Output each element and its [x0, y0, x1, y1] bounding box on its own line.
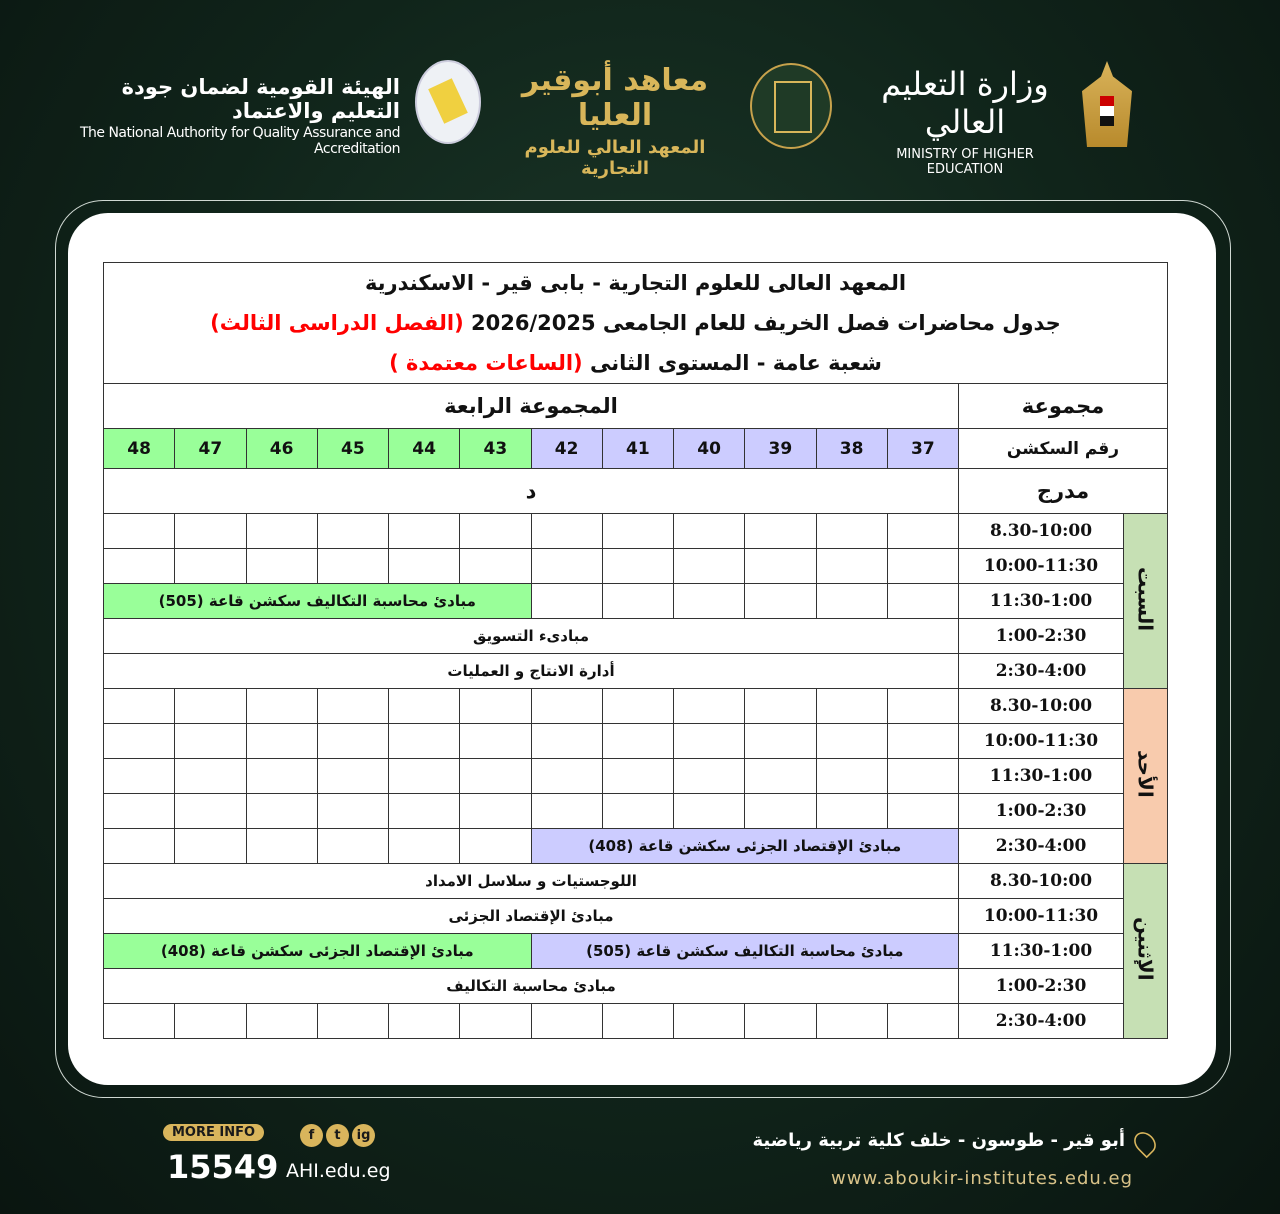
- empty-cell: [674, 794, 745, 829]
- empty-cell: [389, 759, 460, 794]
- empty-cell: [175, 549, 246, 584]
- empty-cell: [887, 514, 958, 549]
- time-slot-row: [104, 759, 1168, 794]
- section-row: [104, 429, 1168, 469]
- time-slot-row: [104, 724, 1168, 759]
- location-pin-icon: [1130, 1128, 1161, 1159]
- ministry-name-en: MINISTRY OF HIGHER EDUCATION: [896, 147, 1034, 177]
- empty-cell: [389, 724, 460, 759]
- empty-cell: [175, 514, 246, 549]
- course-cell: مبادئ محاسبة التكاليف: [104, 969, 959, 1004]
- empty-cell: [317, 794, 388, 829]
- course-cell: اللوجستيات و سلاسل الامداد: [104, 864, 959, 899]
- nqaae-name-ar: الهيئة القومية لضمان جودة التعليم والاعتماد: [121, 75, 400, 123]
- empty-cell: [246, 724, 317, 759]
- empty-cell: [460, 759, 531, 794]
- empty-cell: [816, 584, 887, 619]
- time-slot: 2:30-4:00: [959, 829, 1124, 864]
- empty-cell: [602, 1004, 673, 1039]
- schedule-title: [104, 263, 1168, 384]
- ministry-name-ar: وزارة التعليم العالي: [881, 65, 1049, 141]
- empty-cell: [531, 759, 602, 794]
- course-cell: مبادئ محاسبة التكاليف سكشن قاعة (505): [531, 934, 959, 969]
- section-number: 43: [460, 429, 531, 469]
- course-cell: أدارة الانتاج و العمليات: [104, 654, 959, 689]
- ministry-logo: [860, 65, 1070, 177]
- empty-cell: [175, 689, 246, 724]
- title-line-1: المعهد العالى للعلوم التجارية - بابى قير - الاسكندرية: [364, 271, 907, 295]
- section-number: 48: [104, 429, 175, 469]
- empty-cell: [389, 829, 460, 864]
- empty-cell: [674, 759, 745, 794]
- empty-cell: [674, 514, 745, 549]
- empty-cell: [389, 549, 460, 584]
- empty-cell: [602, 514, 673, 549]
- empty-cell: [531, 584, 602, 619]
- group-value: المجموعة الرابعة: [104, 384, 959, 429]
- ahi-logo: [495, 63, 735, 179]
- time-slot: 8.30-10:00: [959, 689, 1124, 724]
- empty-cell: [460, 794, 531, 829]
- empty-cell: [674, 724, 745, 759]
- empty-cell: [816, 794, 887, 829]
- day-label: [1124, 514, 1168, 689]
- empty-cell: [460, 1004, 531, 1039]
- section-number: 47: [175, 429, 246, 469]
- time-slot-row: [104, 654, 1168, 689]
- nqaae-seal-icon: [415, 60, 481, 144]
- title-line-2: جدول محاضرات فصل الخريف للعام الجامعى 2026/2025: [471, 311, 1061, 335]
- empty-cell: [175, 794, 246, 829]
- time-slot-row: [104, 864, 1168, 899]
- empty-cell: [745, 689, 816, 724]
- course-cell: مبادئ الإقتصاد الجزئى سكشن قاعة (408): [531, 829, 959, 864]
- footer: [0, 1120, 1280, 1200]
- empty-cell: [816, 549, 887, 584]
- group-label: مجموعة: [959, 384, 1168, 429]
- nqaae-logo: [75, 75, 400, 157]
- hall-value: د: [104, 469, 959, 514]
- empty-cell: [104, 514, 175, 549]
- empty-cell: [175, 759, 246, 794]
- empty-cell: [104, 1004, 175, 1039]
- time-slot-row: [104, 619, 1168, 654]
- empty-cell: [887, 759, 958, 794]
- empty-cell: [460, 689, 531, 724]
- empty-cell: [460, 724, 531, 759]
- empty-cell: [887, 584, 958, 619]
- empty-cell: [317, 724, 388, 759]
- eagle-emblem-icon: [1082, 61, 1132, 147]
- empty-cell: [389, 689, 460, 724]
- empty-cell: [531, 514, 602, 549]
- time-slot: 11:30-1:00: [959, 584, 1124, 619]
- empty-cell: [389, 514, 460, 549]
- empty-cell: [887, 794, 958, 829]
- empty-cell: [602, 724, 673, 759]
- empty-cell: [602, 759, 673, 794]
- empty-cell: [531, 549, 602, 584]
- empty-cell: [246, 689, 317, 724]
- time-slot: 8.30-10:00: [959, 864, 1124, 899]
- empty-cell: [175, 829, 246, 864]
- instagram-icon[interactable]: ig: [352, 1124, 375, 1147]
- time-slot-row: [104, 969, 1168, 1004]
- empty-cell: [460, 514, 531, 549]
- empty-cell: [104, 549, 175, 584]
- empty-cell: [816, 724, 887, 759]
- empty-cell: [104, 829, 175, 864]
- section-number: 42: [531, 429, 602, 469]
- section-number: 46: [246, 429, 317, 469]
- ahi-subtitle: المعهد العالي للعلوم التجارية: [524, 137, 706, 179]
- empty-cell: [104, 724, 175, 759]
- hall-row: [104, 469, 1168, 514]
- empty-cell: [745, 794, 816, 829]
- time-slot-row: [104, 584, 1168, 619]
- empty-cell: [816, 759, 887, 794]
- title-row: [104, 263, 1168, 384]
- empty-cell: [816, 514, 887, 549]
- section-number: 40: [674, 429, 745, 469]
- empty-cell: [317, 1004, 388, 1039]
- time-slot: 8.30-10:00: [959, 514, 1124, 549]
- time-slot: 1:00-2:30: [959, 619, 1124, 654]
- course-cell: مبادئ الإقتصاد الجزئى سكشن قاعة (408): [104, 934, 532, 969]
- time-slot: 10:00-11:30: [959, 724, 1124, 759]
- time-slot-row: [104, 514, 1168, 549]
- hall-label: مدرج: [959, 469, 1168, 514]
- section-label: رقم السكشن: [959, 429, 1168, 469]
- empty-cell: [674, 549, 745, 584]
- empty-cell: [246, 549, 317, 584]
- time-slot: 11:30-1:00: [959, 934, 1124, 969]
- time-slot: 11:30-1:00: [959, 759, 1124, 794]
- empty-cell: [887, 549, 958, 584]
- empty-cell: [887, 689, 958, 724]
- course-cell: مبادئ محاسبة التكاليف سكشن قاعة (505): [104, 584, 532, 619]
- website-link[interactable]: www.aboukir-institutes.edu.eg: [831, 1168, 1133, 1189]
- time-slot: 2:30-4:00: [959, 654, 1124, 689]
- section-number: 38: [816, 429, 887, 469]
- empty-cell: [317, 759, 388, 794]
- empty-cell: [246, 1004, 317, 1039]
- empty-cell: [887, 1004, 958, 1039]
- empty-cell: [317, 549, 388, 584]
- empty-cell: [460, 549, 531, 584]
- empty-cell: [887, 724, 958, 759]
- empty-cell: [674, 584, 745, 619]
- time-slot-row: [104, 549, 1168, 584]
- empty-cell: [175, 1004, 246, 1039]
- empty-cell: [745, 724, 816, 759]
- section-number: 45: [317, 429, 388, 469]
- empty-cell: [745, 1004, 816, 1039]
- empty-cell: [531, 724, 602, 759]
- empty-cell: [104, 689, 175, 724]
- empty-cell: [460, 829, 531, 864]
- day-name: الإثنين: [1133, 917, 1158, 981]
- section-number: 39: [745, 429, 816, 469]
- ahi-emblem-icon: [750, 63, 832, 149]
- empty-cell: [104, 759, 175, 794]
- time-slot: 1:00-2:30: [959, 794, 1124, 829]
- empty-cell: [602, 549, 673, 584]
- empty-cell: [531, 1004, 602, 1039]
- day-label: [1124, 689, 1168, 864]
- empty-cell: [246, 829, 317, 864]
- empty-cell: [745, 584, 816, 619]
- ahi-title: معاهد أبوقير العليا: [521, 63, 709, 133]
- empty-cell: [389, 1004, 460, 1039]
- title-line-3: شعبة عامة - المستوى الثانى: [589, 351, 882, 375]
- social-icons: [300, 1124, 375, 1147]
- empty-cell: [175, 724, 246, 759]
- empty-cell: [246, 759, 317, 794]
- empty-cell: [602, 584, 673, 619]
- twitter-icon[interactable]: t: [326, 1124, 349, 1147]
- empty-cell: [317, 689, 388, 724]
- empty-cell: [674, 1004, 745, 1039]
- empty-cell: [674, 689, 745, 724]
- empty-cell: [745, 759, 816, 794]
- empty-cell: [531, 794, 602, 829]
- semester-label: (الفصل الدراسى الثالث): [210, 311, 464, 335]
- hotline-number[interactable]: 15549: [167, 1148, 279, 1186]
- time-slot: 1:00-2:30: [959, 969, 1124, 1004]
- section-number: 37: [887, 429, 958, 469]
- nqaae-name-en: The National Authority for Quality Assurance and Accreditation: [79, 125, 400, 157]
- header-logos: [60, 55, 1150, 179]
- time-slot: 2:30-4:00: [959, 1004, 1124, 1039]
- empty-cell: [745, 549, 816, 584]
- day-name: السبت: [1133, 566, 1158, 632]
- more-info-badge: MORE INFO: [163, 1124, 264, 1141]
- group-row: [104, 384, 1168, 429]
- empty-cell: [816, 689, 887, 724]
- course-cell: مبادئ الإقتصاد الجزئى: [104, 899, 959, 934]
- empty-cell: [317, 829, 388, 864]
- empty-cell: [816, 1004, 887, 1039]
- empty-cell: [317, 514, 388, 549]
- short-website-link[interactable]: AHI.edu.eg: [286, 1160, 391, 1182]
- day-label: [1124, 864, 1168, 1039]
- empty-cell: [745, 514, 816, 549]
- time-slot-row: [104, 934, 1168, 969]
- empty-cell: [246, 794, 317, 829]
- time-slot-row: [104, 899, 1168, 934]
- day-name: الأحد: [1133, 750, 1158, 798]
- course-cell: مبادىء التسويق: [104, 619, 959, 654]
- time-slot-row: [104, 1004, 1168, 1039]
- time-slot: 10:00-11:30: [959, 899, 1124, 934]
- empty-cell: [389, 794, 460, 829]
- time-slot-row: [104, 689, 1168, 724]
- time-slot-row: [104, 829, 1168, 864]
- empty-cell: [602, 689, 673, 724]
- empty-cell: [104, 794, 175, 829]
- empty-cell: [602, 794, 673, 829]
- time-slot: 10:00-11:30: [959, 549, 1124, 584]
- section-number: 44: [389, 429, 460, 469]
- facebook-icon[interactable]: f: [300, 1124, 323, 1147]
- empty-cell: [531, 689, 602, 724]
- section-number: 41: [602, 429, 673, 469]
- schedule-table: [103, 262, 1168, 1039]
- empty-cell: [246, 514, 317, 549]
- address: أبو قير - طوسون - خلف كلية تربية رياضية: [752, 1130, 1125, 1151]
- time-slot-row: [104, 794, 1168, 829]
- credit-hours-label: (الساعات معتمدة ): [389, 351, 583, 375]
